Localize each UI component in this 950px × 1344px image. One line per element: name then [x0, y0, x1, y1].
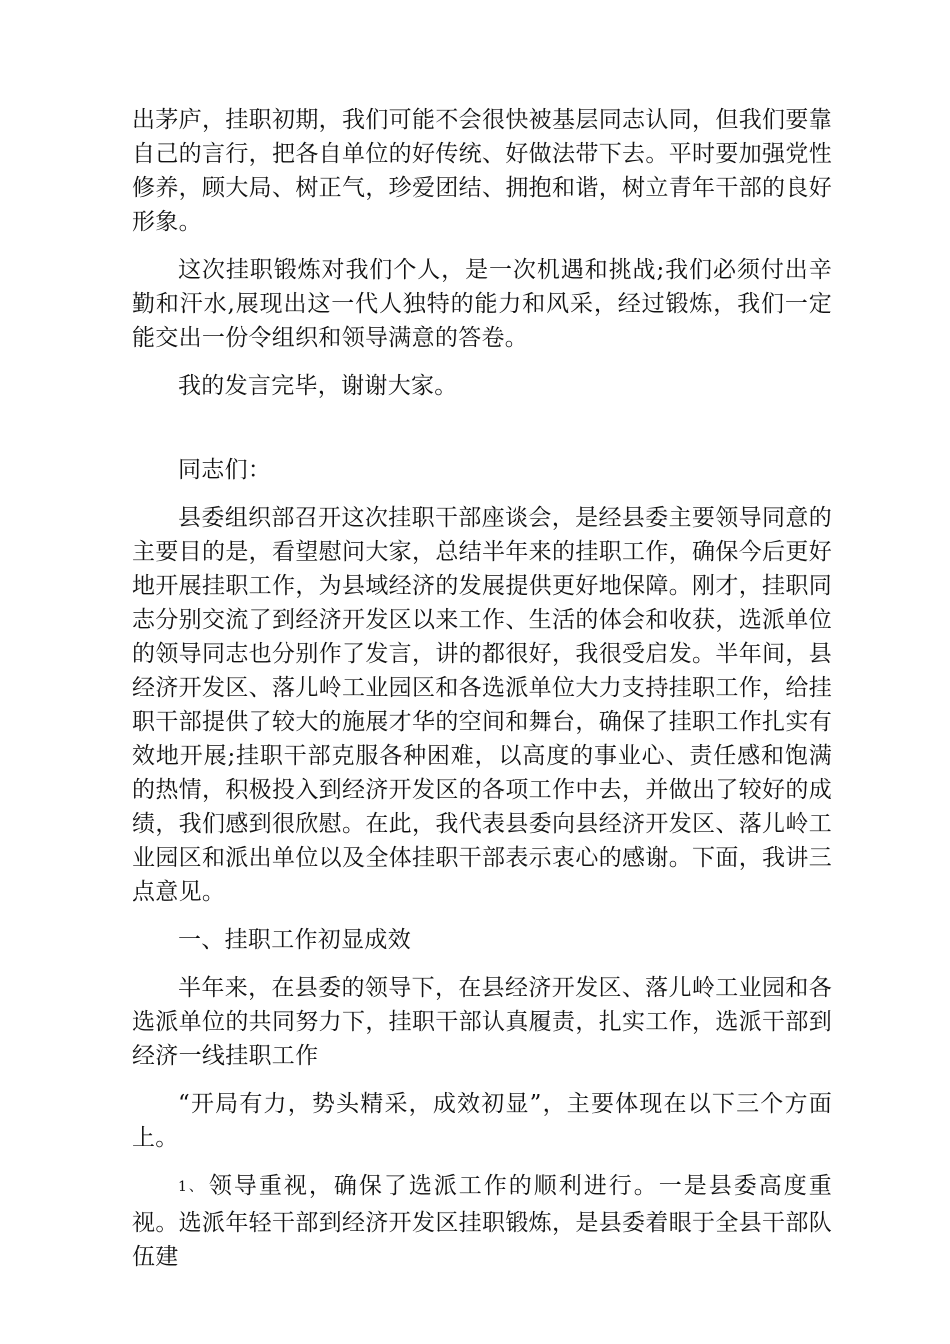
document-page — [132, 103, 832, 1288]
section-heading: 一、挂职工作初显成效 — [178, 927, 411, 953]
item-number: 1、 — [178, 1179, 205, 1195]
paragraph-6: “开局有力，势头精采，成效初显”，主要体现在以下三个方面上。 — [132, 1091, 832, 1151]
paragraph-1: 出茅庐，挂职初期，我们可能不会很快被基层同志认同，但我们要靠自己的言行，把各自单位的好传统、好做法带下去。平时要加强党性修养，顾大局、树正气，珍爱团结、拥抱和谐，树立青年干部的良好形象。 — [132, 107, 832, 235]
paragraph-2: 这次挂职锻炼对我们个人，是一次机遇和挑战;我们必须付出辛勤和汗水,展现出这一代人独特的能力和风采，经过锻炼，我们一定能交出一份令组织和领导满意的答卷。 — [132, 257, 832, 351]
paragraph-3: 我的发言完毕，谢谢大家。 — [178, 373, 458, 399]
section-gap — [132, 417, 832, 453]
item-text: 领导重视，确保了选派工作的顺利进行。一是县委高度重视。选派年轻干部到经济开发区挂职锻炼，是县委着眼于全县干部队伍建 — [132, 1173, 832, 1270]
paragraph-7 — [132, 1169, 832, 1274]
paragraph-5: 半年来，在县委的领导下，在县经济开发区、落儿岭工业园和各选派单位的共同努力下，挂职干部认真履责，扎实工作，选派干部到经济一线挂职工作 — [132, 975, 832, 1069]
greeting: 同志们： — [178, 457, 272, 483]
paragraph-4: 县委组织部召开这次挂职干部座谈会，是经县委主要领导同意的主要目的是，看望慰问大家，总结半年来的挂职工作，确保今后更好地开展挂职工作，为县域经济的发展提供更好地保障。刚才，挂职同志分别交流了到经济开发区以来工作、生活的体会和收获，选派单位的领导同志也分别作了发言，讲的都很好，我很受启发。半年间，县经济开发区、落儿岭工业园区和各选派单位大力支持挂职工作，给挂职干部提供了较大的施展才华的空间和舞台，确保了挂职工作扎实有效地开展;挂职干部克服各种困难，以高度的事业心、责任感和饱满的热情，积极投入到经济开发区的各项工作中去，并做出了较好的成绩，我们感到很欣慰。在此，我代表县委向县经济开发区、落儿岭工业园区和派出单位以及全体挂职干部表示衷心的感谢。下面，我讲三点意见。 — [132, 505, 832, 905]
